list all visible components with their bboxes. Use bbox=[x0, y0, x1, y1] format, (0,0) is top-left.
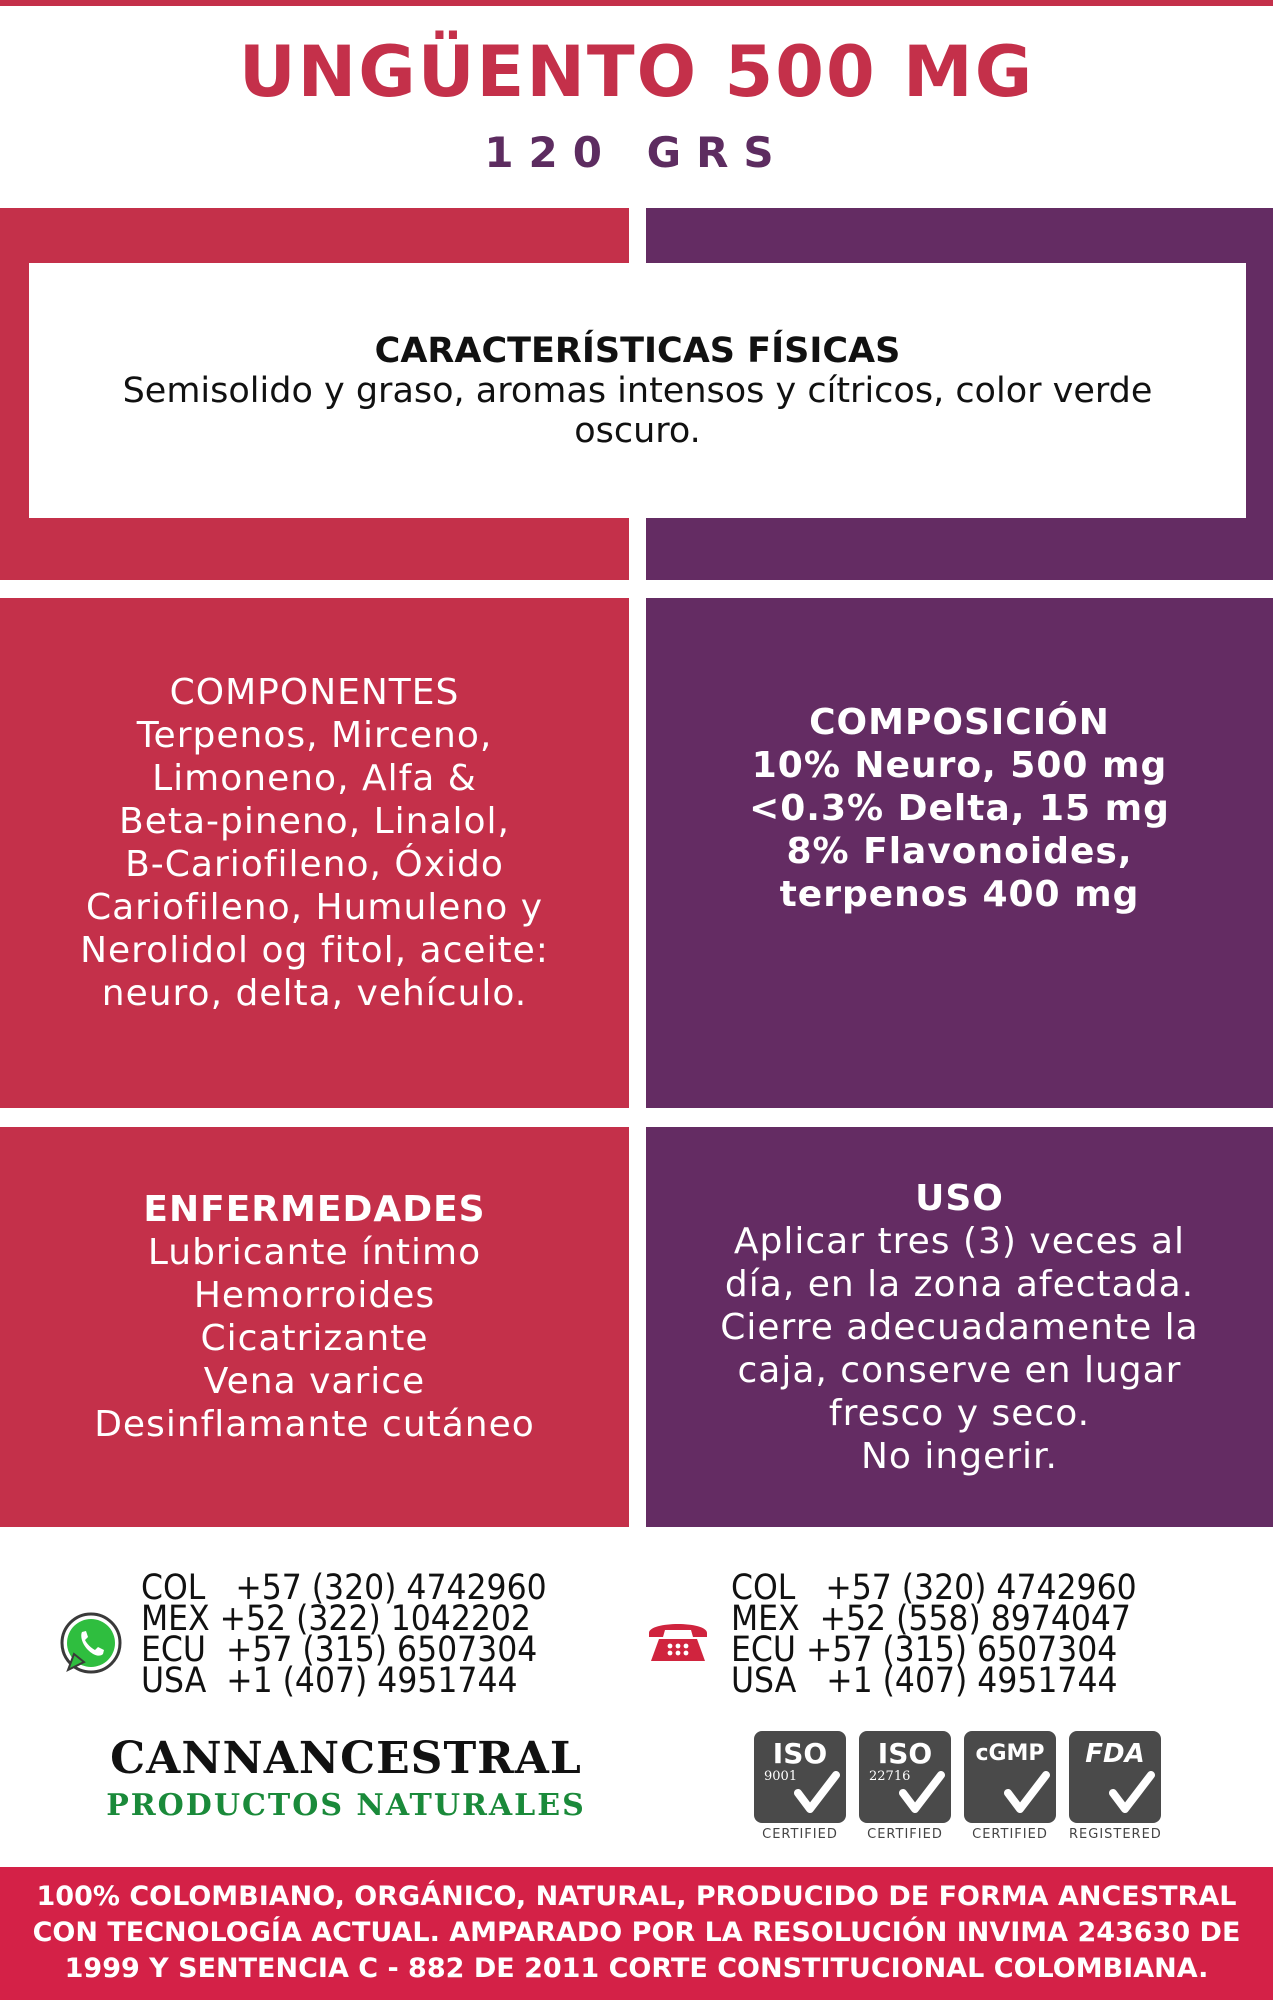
cert-cgmp bbox=[964, 1731, 1056, 1842]
cert-caption: CERTIFIED bbox=[867, 1827, 943, 1842]
footer-line: 100% COLOMBIANO, ORGÁNICO, NATURAL, PRODUCIDO DE FORMA ANCESTRAL bbox=[36, 1881, 1237, 1912]
uso-line: No ingerir. bbox=[861, 1435, 1058, 1477]
cert-iso22716 bbox=[859, 1731, 951, 1842]
whatsapp-contacts bbox=[141, 1568, 547, 1701]
enfermedades-line: Hemorroides bbox=[193, 1275, 436, 1316]
uso-line: Aplicar tres (3) veces al bbox=[733, 1220, 1186, 1262]
whatsapp-icon bbox=[58, 1610, 124, 1676]
enfermedades-list bbox=[94, 1231, 535, 1446]
uso-panel bbox=[646, 1127, 1273, 1527]
caracteristicas-text: Semisolido y graso, aromas intensos y cítricos, color verde oscuro. bbox=[122, 370, 1153, 451]
enfermedades-heading: ENFERMEDADES bbox=[143, 1189, 486, 1230]
phone-contacts bbox=[731, 1568, 1137, 1701]
cert-caption: CERTIFIED bbox=[972, 1827, 1048, 1842]
cert-badge bbox=[859, 1731, 951, 1823]
contact-country: ECU bbox=[731, 1630, 796, 1670]
contact-country: MEX bbox=[141, 1599, 210, 1639]
contact-number[interactable]: +57 (320) 4742960 bbox=[235, 1568, 547, 1608]
enfermedades-line: Cicatrizante bbox=[200, 1318, 429, 1359]
enfermedades-line: Lubricante íntimo bbox=[147, 1232, 482, 1273]
componentes-line: Beta-pineno, Linalol, bbox=[119, 801, 510, 842]
contact-country: ECU bbox=[141, 1630, 206, 1670]
componentes-heading: COMPONENTES bbox=[169, 672, 460, 713]
cert-number: 22716 bbox=[869, 1769, 911, 1784]
contact-country: USA bbox=[731, 1661, 797, 1701]
checkmark-icon bbox=[899, 1771, 945, 1815]
composicion-line: 8% Flavonoides, bbox=[786, 830, 1133, 872]
cert-caption: REGISTERED bbox=[1069, 1827, 1162, 1842]
contact-number[interactable]: +52 (558) 8974047 bbox=[819, 1599, 1131, 1639]
cert-label: ISO bbox=[772, 1737, 828, 1770]
checkmark-icon bbox=[1004, 1771, 1050, 1815]
checkmark-icon bbox=[1109, 1771, 1155, 1815]
footer-line: CON TECNOLOGÍA ACTUAL. AMPARADO POR LA RESOLUCIÓN INVIMA 243630 DE bbox=[32, 1917, 1241, 1948]
uso-line: día, en la zona afectada. bbox=[724, 1263, 1195, 1305]
cert-iso9001 bbox=[754, 1731, 846, 1842]
brand-logo-tagline: PRODUCTOS NATURALES bbox=[106, 1788, 586, 1823]
enfermedades-line: Vena varice bbox=[203, 1361, 426, 1402]
brand-logo-name: CANNANCESTRAL bbox=[110, 1733, 582, 1784]
componentes-line: Terpenos, Mirceno, bbox=[136, 715, 493, 756]
contact-number[interactable]: +1 (407) 4951744 bbox=[826, 1661, 1118, 1701]
componentes-list bbox=[80, 714, 549, 1015]
cert-caption: CERTIFIED bbox=[762, 1827, 838, 1842]
enfermedades-line: Desinflamante cutáneo bbox=[94, 1404, 535, 1445]
composicion-list bbox=[749, 744, 1170, 916]
enfermedades-panel bbox=[0, 1127, 629, 1527]
contact-number[interactable]: +57 (320) 4742960 bbox=[825, 1568, 1137, 1608]
contact-number[interactable]: +1 (407) 4951744 bbox=[226, 1661, 518, 1701]
uso-line: Cierre adecuadamente la bbox=[720, 1306, 1199, 1348]
caracteristicas-heading: CARACTERÍSTICAS FÍSICAS bbox=[374, 330, 901, 371]
contact-number[interactable]: +57 (315) 6507304 bbox=[225, 1630, 538, 1670]
phone-icon bbox=[645, 1617, 711, 1663]
contact-country: MEX bbox=[731, 1599, 800, 1639]
footer-banner bbox=[0, 1867, 1273, 2000]
composicion-line: terpenos 400 mg bbox=[779, 873, 1140, 915]
cert-label: ISO bbox=[877, 1737, 933, 1770]
componentes-panel bbox=[0, 598, 629, 1108]
composicion-line: 10% Neuro, 500 mg bbox=[751, 744, 1168, 786]
contact-country: COL bbox=[141, 1568, 206, 1608]
top-accent-line bbox=[0, 0, 1273, 6]
contact-number[interactable]: +57 (315) 6507304 bbox=[805, 1630, 1118, 1670]
contact-country: COL bbox=[731, 1568, 796, 1608]
uso-list bbox=[720, 1220, 1199, 1478]
componentes-line: Cariofileno, Humuleno y bbox=[85, 887, 544, 928]
cert-number: 9001 bbox=[764, 1769, 798, 1784]
cert-badge bbox=[754, 1731, 846, 1823]
cert-badge bbox=[1069, 1731, 1161, 1823]
composicion-line: <0.3% Delta, 15 mg bbox=[749, 787, 1170, 829]
componentes-line: Limoneno, Alfa & bbox=[152, 758, 477, 799]
caracteristicas-box bbox=[29, 263, 1246, 518]
composicion-heading: COMPOSICIÓN bbox=[809, 701, 1110, 743]
page-subtitle: 120 GRS bbox=[484, 128, 789, 177]
uso-line: caja, conserve en lugar bbox=[737, 1349, 1182, 1391]
cert-fda bbox=[1069, 1731, 1161, 1842]
contact-country: USA bbox=[141, 1661, 207, 1701]
uso-line: fresco y seco. bbox=[828, 1392, 1091, 1434]
componentes-line: neuro, delta, vehículo. bbox=[101, 973, 528, 1014]
checkmark-icon bbox=[794, 1771, 840, 1815]
componentes-line: Nerolidol og fitol, aceite: bbox=[80, 930, 549, 971]
page-title: UNGÜENTO 500 MG bbox=[238, 31, 1035, 113]
uso-heading: USO bbox=[915, 1177, 1004, 1219]
cert-badge bbox=[964, 1731, 1056, 1823]
componentes-line: B-Cariofileno, Óxido bbox=[125, 844, 504, 885]
cert-label: FDA bbox=[1085, 1739, 1145, 1769]
composicion-panel bbox=[646, 598, 1273, 1108]
footer-line: 1999 Y SENTENCIA C - 882 DE 2011 CORTE CONSTITUCIONAL COLOMBIANA. bbox=[64, 1953, 1209, 1984]
cert-label: cGMP bbox=[975, 1741, 1045, 1766]
contact-number[interactable]: +52 (322) 1042202 bbox=[219, 1599, 531, 1639]
